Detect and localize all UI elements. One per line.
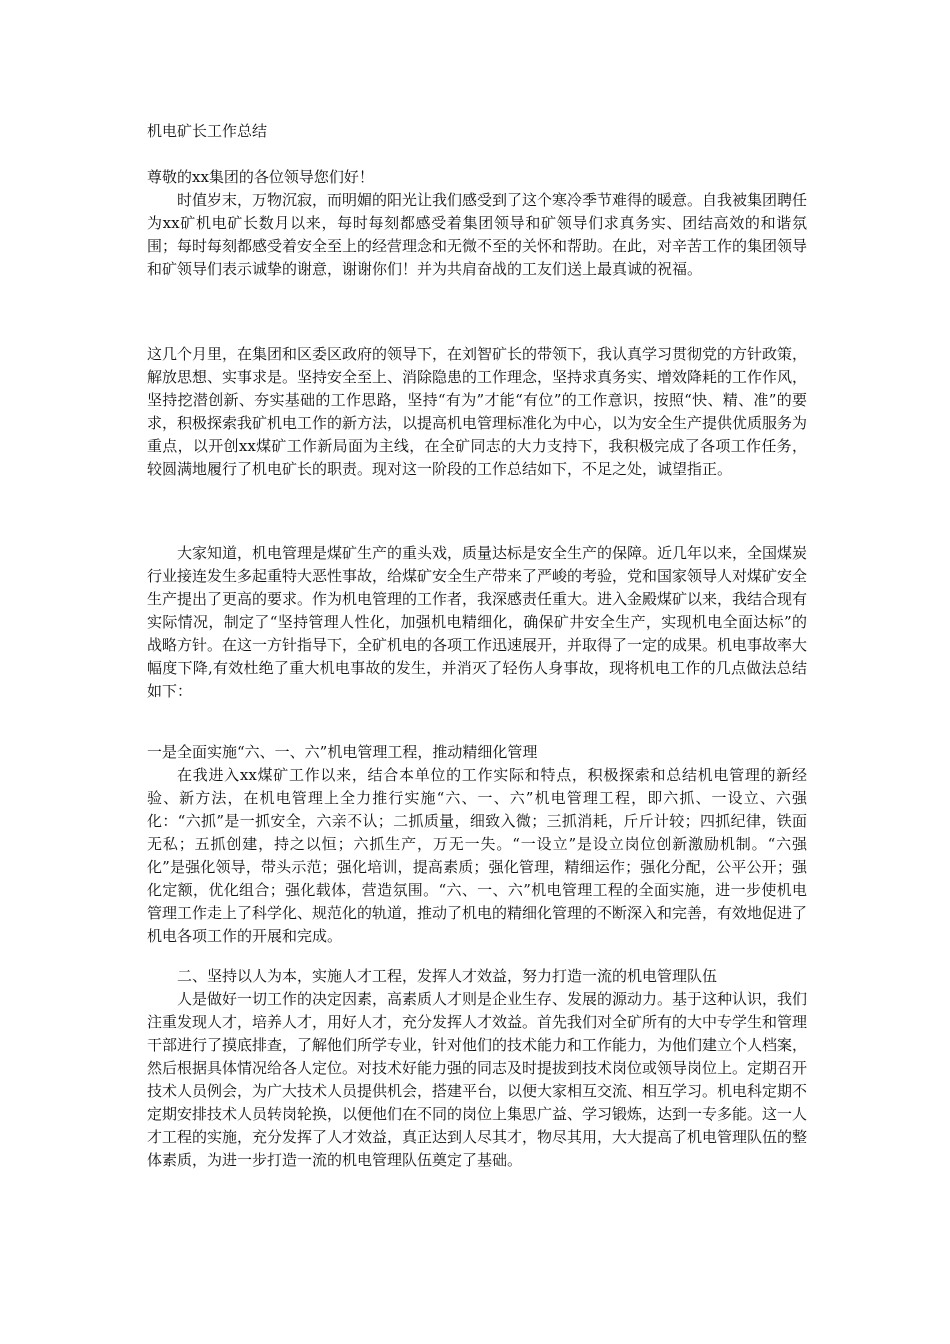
paragraph-months-summary: 这几个月里，在集团和区委区政府的领导下，在刘智矿长的带领下，我认真学习贯彻党的方针政策，解放思想、实事求是。坚持安全至上、消除隐患的工作理念，坚持求真务实、增效降耗的工作作风，坚持挖潜创新、夯实基础的工作思路，坚持“有为”才能“有位”的工作意识，按照“快、精、准”的要求，积极探索我矿机电工作的新方法，以提高机电管理标准化为中心，以为安全生产提供优质服务为重点，以开创xx煤矿工作新局面为主线，在全矿同志的大力支持下，我积极完成了各项工作任务，较圆满地履行了机电矿长的职责。现对这一阶段的工作总结如下，不足之处，诚望指正。 [147,345,808,478]
paragraph-mechanical-management: 大家知道，机电管理是煤矿生产的重头戏，质量达标是安全生产的保障。近几年以来，全国煤炭行业接连发生多起重特大恶性事故，给煤矿安全生产带来了严峻的考验，党和国家领导人对煤矿安全生产提出了更高的要求。作为机电管理的工作者，我深感责任重大。进入金殿煤矿以来，我结合现有实际情况，制定了“坚持管理人性化，加强机电精细化，确保矿井安全生产，实现机电全面达标”的战略方针。在这一方针指导下，全矿机电的各项工作迅速展开，并取得了一定的成果。机电事故率大幅度下降,有效杜绝了重大机电事故的发生，并消灭了轻伤人身事故，现将机电工作的几点做法总结如下： [147,544,808,700]
document-title: 机电矿长工作总结 [147,122,268,140]
section-heading-1: 一是全面实施“六、一、六”机电管理工程，推动精细化管理 [147,743,538,761]
section-body-1: 在我进入xx煤矿工作以来，结合本单位的工作实际和特点，积极探索和总结机电管理的新经验、新方法，在机电管理上全力推行实施“六、一、六”机电管理工程，即六抓、一设立、六强化：“六抓”是一抓安全，六亲不认；二抓质量，细致入微；三抓消耗，斤斤计较；四抓纪律，铁面无私；五抓创建，持之以恒；六抓生产，万无一失。“一设立”是设立岗位创新激励机制。“六强化”是强化领导，带头示范；强化培训，提高素质；强化管理，精细运作；强化分配，公平公开；强化定额，优化组合；强化载体，营造氛围。“六、一、六”机电管理工程的全面实施，进一步使机电管理工作走上了科学化、规范化的轨道，推动了机电的精细化管理的不断深入和完善，有效地促进了机电各项工作的开展和完成。 [147,766,808,945]
section-body-2: 人是做好一切工作的决定因素，高素质人才则是企业生存、发展的源动力。基于这种认识，我们注重发现人才，培养人才，用好人才，充分发挥人才效益。首先我们对全矿所有的大中专学生和管理干部进行了摸底排查，了解他们所学专业，针对他们的技术能力和工作能力，为他们建立个人档案，然后根据具体情况给各人定位。对技术好能力强的同志及时提拔到技术岗位或领导岗位上。定期召开技术人员例会，为广大技术人员提供机会，搭建平台，以便大家相互交流、相互学习。机电科定期不定期安排技术人员转岗轮换，以便他们在不同的岗位上集思广益、学习锻炼，达到一专多能。这一人才工程的实施，充分发挥了人才效益，真正达到人尽其才，物尽其用，大大提高了机电管理队伍的整体素质，为进一步打造一流的机电管理队伍奠定了基础。 [147,990,808,1169]
greeting-line: 尊敬的xx集团的各位领导您们好！ [147,168,374,186]
paragraph-opening: 时值岁末，万物沉寂，而明媚的阳光让我们感受到了这个寒冷季节难得的暖意。自我被集团聘任为xx矿机电矿长数月以来，每时每刻都感受着集团领导和矿领导们求真务实、团结高效的和谐氛围；每时每刻都感受着安全至上的经营理念和无微不至的关怀和帮助。在此，对辛苦工作的集团领导和矿领导们表示诚挚的谢意，谢谢你们！并为共肩奋战的工友们送上最真诚的祝福。 [147,191,808,278]
section-heading-2: 二、坚持以人为本，实施人才工程，发挥人才效益，努力打造一流的机电管理队伍 [177,967,718,985]
